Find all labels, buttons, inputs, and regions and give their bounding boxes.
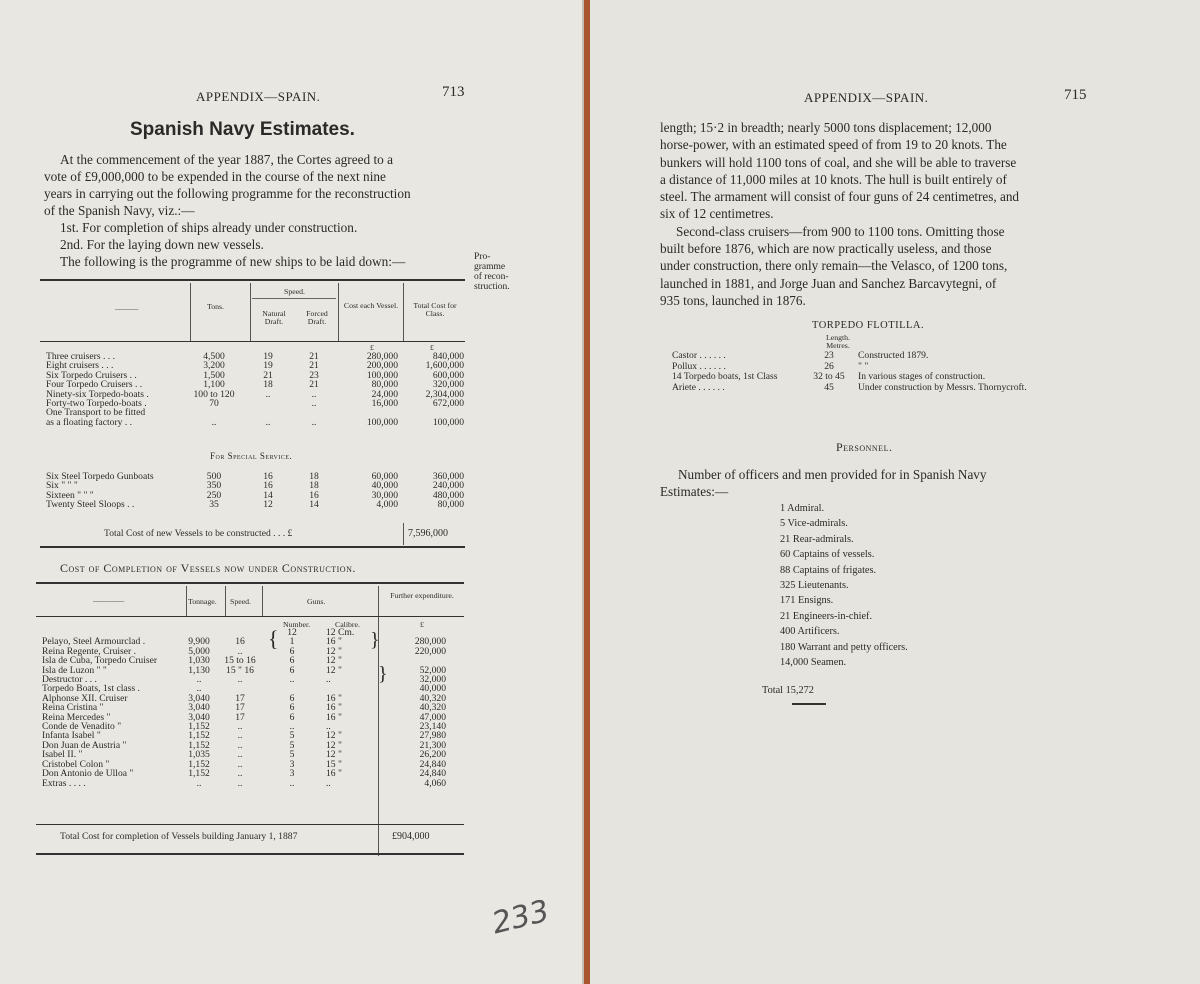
table-cell: 15 to 16 [224, 655, 256, 667]
table-cell: 80,000 [371, 379, 398, 391]
special-service-table [44, 472, 466, 510]
table-cell: 40,000 [371, 480, 398, 492]
personnel-list [780, 501, 1000, 670]
table-cell: 47,000 [419, 711, 446, 723]
table-cell: 6 [289, 711, 295, 723]
table-cell: 45 [824, 381, 834, 393]
table-cell: .. [265, 388, 271, 400]
special-service-heading: For Special Service. [210, 451, 293, 461]
new-ships-table [44, 352, 466, 427]
running-header: APPENDIX—SPAIN. [196, 89, 321, 104]
table-cell: 6 [289, 655, 295, 667]
table-cell: 60,000 [371, 471, 398, 482]
intro-paragraph [44, 151, 484, 270]
brace-right: } [378, 663, 388, 685]
margin-note-line: gramme [474, 262, 506, 272]
table-cell: 70 [209, 398, 219, 410]
table-cell: 26 [824, 360, 834, 372]
table-cell: 21 [309, 360, 319, 372]
number-header: Number. [283, 620, 311, 629]
table-cell: 600,000 [432, 369, 464, 381]
table-cell: Under construction by Messrs. Thornycroft. [858, 381, 1027, 393]
running-header: APPENDIX—SPAIN. [804, 90, 929, 105]
table-cell: 6 [289, 702, 295, 714]
table-cell: 3 [289, 768, 295, 780]
forced-draft-header: Forced Draft. [306, 309, 328, 326]
intro-line: At the commencement of the year 1887, the Cortes agreed to a [60, 152, 394, 167]
point-1: 1st. For completion of ships already under construction. [60, 220, 358, 235]
text-line: Second-class cruisers—from 900 to 1100 tons. Omitting those [676, 223, 1005, 239]
text-line: length; 15·2 in breadth; nearly 5000 tons displacement; 12,000 [660, 120, 992, 135]
table-cell: 5 [289, 739, 295, 751]
table-cell: 23 [824, 350, 834, 361]
total-value: 7,596,000 [408, 528, 448, 539]
table-cell: 1,100 [203, 379, 225, 391]
table-cell: Alphonse XII. Cruiser [42, 692, 128, 704]
table-cell: 500 [206, 471, 222, 482]
column-divider [262, 586, 263, 616]
table-cell: 840,000 [432, 351, 464, 362]
table-cell: 1,152 [188, 721, 210, 733]
table-cell: .. [196, 777, 202, 789]
table-cell: 1,500 [203, 369, 225, 381]
table-cell: 3,040 [188, 702, 210, 714]
table-row [40, 769, 448, 778]
table-cell: 1,130 [188, 664, 210, 676]
text-line: 935 tons, launched in 1876. [660, 292, 806, 308]
table-cell: 1,152 [188, 739, 210, 751]
table-cell: Isla de Luzon " " [42, 664, 107, 676]
table-cell: 52,000 [419, 664, 446, 676]
text-line: Number of officers and men provided for in Spanish Navy [678, 467, 987, 482]
table-cell: .. [311, 416, 317, 428]
table-cell: 16 " [326, 768, 342, 780]
column-divider [403, 523, 404, 545]
text-line: six of 12 centimetres. [660, 206, 774, 222]
table-cell: .. [289, 777, 295, 789]
personnel-item: 14,000 Seamen. [780, 657, 847, 669]
table-cell: 18 [309, 471, 319, 482]
table-cell: .. [237, 758, 243, 770]
table-cell: 5 [289, 730, 295, 742]
table-cell: .. [237, 730, 243, 742]
table-cell: 9,900 [188, 636, 210, 648]
table-cell: 27,980 [419, 730, 446, 742]
table-cell: 480,000 [432, 489, 464, 501]
right-page [590, 0, 1200, 984]
flotilla-row [670, 351, 1080, 362]
personnel-item: 171 Ensigns. [780, 595, 834, 607]
margin-note-line: of recon- [474, 272, 509, 282]
table-cell: 1 [289, 636, 295, 648]
table-cell: .. [289, 721, 295, 733]
table-cell: 12 " [326, 739, 342, 751]
table-cell: 32 to 45 [813, 371, 845, 382]
page-number: 715 [1064, 87, 1087, 103]
column-divider [403, 283, 404, 341]
margin-note-line: Pro- [474, 252, 491, 262]
flotilla-row [670, 383, 1080, 394]
speed-header: Speed. [284, 287, 306, 296]
table-cell: Six Steel Torpedo Gunboats [46, 471, 154, 482]
table-cell: Infanta Isabel " [42, 730, 101, 742]
personnel-item: 88 Captains of frigates. [780, 564, 877, 576]
table-cell: Destructor . . . [42, 674, 97, 686]
table-cell: Pelayo, Steel Armourclad . [42, 636, 146, 648]
table-cell: Reina Mercedes " [42, 711, 111, 723]
table-cell: 5 [289, 749, 295, 761]
table-cell: 4,500 [203, 351, 225, 362]
table-row [40, 779, 448, 788]
table-cell: 1,152 [188, 730, 210, 742]
table-cell: 5,000 [188, 645, 210, 657]
table-cell: .. [237, 645, 243, 657]
table-cell: 40,000 [419, 683, 446, 695]
table-cell: 360,000 [432, 471, 464, 482]
table-row [40, 722, 448, 731]
table-cell: 100,000 [366, 369, 398, 381]
left-page [0, 0, 584, 984]
table-cell: Pollux . . . . . . [672, 360, 726, 372]
table-cell: 16 " [326, 711, 342, 723]
table-cell: .. [311, 388, 317, 400]
table-cell: In various stages of construction. [858, 371, 986, 382]
table-cell: 12 " [326, 730, 342, 742]
brace-right: } [370, 629, 380, 651]
guns-header: Guns. [307, 597, 326, 606]
table-cell: 12 [263, 499, 273, 511]
table-cell: Ariete . . . . . . [672, 381, 725, 393]
table-cell: 21 [263, 369, 273, 381]
flotilla-table [670, 351, 1080, 393]
table-rule [36, 616, 464, 617]
table-cell: Six " " " [46, 480, 78, 492]
table-cell: 1,600,000 [425, 360, 464, 372]
table-cell: .. [237, 768, 243, 780]
table-cell: Conde de Venadito " [42, 721, 122, 733]
table-cell: 21 [309, 351, 319, 362]
table-cell: Extras . . . . [42, 777, 86, 789]
personnel-item: 21 Rear-admirals. [780, 533, 854, 545]
table-cell: 30,000 [371, 489, 398, 501]
personnel-heading: Personnel. [836, 440, 893, 454]
flotilla-row [670, 372, 1080, 383]
table-cell: .. [211, 416, 217, 428]
table-cell: 12 " [326, 645, 342, 657]
table-rule [40, 546, 465, 548]
table-cell: 6 [289, 664, 295, 676]
table-cell: 3,040 [188, 692, 210, 704]
table-cell: 3,040 [188, 711, 210, 723]
table-cell: 3,200 [203, 360, 225, 372]
total-label: Total Cost for completion of Vessels building January 1, 1887 [60, 831, 298, 842]
table-cell: 1,035 [188, 749, 210, 761]
handwritten-number: 233 [488, 893, 553, 942]
table-cell: 100,000 [432, 416, 464, 428]
table-cell: Torpedo Boats, 1st class . [42, 683, 140, 695]
table-cell: .. [196, 683, 202, 695]
table-cell: Cristobel Colon " [42, 758, 110, 770]
page-title: Spanish Navy Estimates. [130, 119, 355, 140]
table-cell: 16 " [326, 702, 342, 714]
table-cell: 12 " [326, 664, 342, 676]
brace-left: { [268, 626, 279, 651]
table-cell: 19 [263, 360, 273, 372]
personnel-item: 1 Admiral. [780, 503, 825, 514]
table-cell [246, 399, 290, 408]
table-cell: .. [237, 749, 243, 761]
table-cell: 6 [289, 692, 295, 704]
text-line: built before 1876, which are now practically useless, and those [660, 241, 992, 257]
intro-line: of the Spanish Navy, viz.:— [44, 203, 195, 218]
table-cell: 1,152 [188, 768, 210, 780]
personnel-total: Total 15,272 [762, 685, 814, 696]
table-cell: 40,320 [419, 692, 446, 704]
flotilla-heading: TORPEDO FLOTILLA. [812, 320, 925, 331]
table-cell: Reina Regente, Cruiser . [42, 645, 137, 657]
table-cell: 19 [263, 351, 273, 362]
personnel-item: 180 Warrant and petty officers. [780, 641, 908, 653]
table-row [44, 472, 466, 481]
total-value: £904,000 [392, 831, 430, 842]
table-cell: .. [326, 777, 331, 789]
table-cell: 240,000 [432, 480, 464, 492]
table-cell: 26,200 [419, 749, 446, 761]
table-rule [40, 341, 465, 342]
table-cell: Sixteen " " " [46, 489, 94, 501]
table-cell: 250 [206, 489, 222, 501]
table-cell: 18 [263, 379, 273, 391]
table-cell: Forty-two Torpedo-boats . [46, 398, 147, 410]
table-cell: 15 " 16 [226, 664, 254, 676]
table-cell: 24,840 [419, 758, 446, 770]
table-cell: 12 " [326, 655, 342, 667]
column-divider [250, 283, 251, 341]
table-cell: 14 Torpedo boats, 1st Class [672, 371, 778, 382]
table-cell: 12 " [326, 749, 342, 761]
table-cell: 16 " [326, 636, 342, 648]
margin-note [474, 252, 510, 292]
table-cell: 12 [287, 627, 297, 638]
table-cell: Don Juan de Austria " [42, 739, 127, 751]
table-cell: " " [858, 360, 869, 372]
table-cell: Isabel II. " [42, 749, 83, 761]
programme-line: The following is the programme of new ships to be laid down:— [60, 254, 406, 269]
table-cell: 17 [235, 692, 245, 704]
table-cell: .. [196, 674, 202, 686]
column-divider [225, 586, 226, 616]
table-cell: 16 [263, 471, 273, 482]
personnel-item: 325 Lieutenants. [780, 580, 849, 592]
table-cell: .. [237, 739, 243, 751]
column-divider [190, 283, 191, 341]
table-rule [40, 279, 465, 281]
tons-header: Tons. [207, 302, 224, 311]
table-cell: 12 Cm. [326, 627, 355, 638]
table-cell: 21 [309, 379, 319, 391]
currency-symbol: £ [370, 343, 374, 352]
text-line: horse-power, with an estimated speed of from 19 to 20 knots. The [660, 137, 1007, 153]
table-cell: 280,000 [366, 351, 398, 362]
table-cell: 6 [289, 645, 295, 657]
table-cell: 1,152 [188, 758, 210, 770]
table-cell: .. [326, 721, 331, 733]
calibre-header: Calibre. [335, 620, 360, 629]
table-cell: One Transport to be fitted [46, 407, 146, 419]
table-cell: .. [237, 777, 243, 789]
table-cell: .. [265, 416, 271, 428]
table-cell: 16 " [326, 692, 342, 704]
intro-line: years in carrying out the following programme for the reconstruction [44, 186, 411, 201]
table-cell: Eight cruisers . . . [46, 360, 114, 372]
table-cell: 280,000 [414, 636, 446, 648]
table-cell: .. [311, 398, 317, 410]
table-cell: 80,000 [437, 499, 464, 511]
text-line: Estimates:— [660, 484, 729, 500]
table-row [44, 481, 466, 490]
table-cell: .. [237, 721, 243, 733]
table-row [44, 418, 466, 427]
table-cell: Constructed 1879. [858, 350, 929, 361]
column-divider [186, 586, 187, 616]
text-line: launched in 1881, and Jorge Juan and Sanchez Barcavytegni, of [660, 275, 997, 291]
table-cell: 14 [309, 499, 319, 511]
personnel-item: 60 Captains of vessels. [780, 549, 875, 561]
table-cell: Twenty Steel Sloops . . [46, 499, 135, 511]
table-rule [252, 298, 336, 299]
completion-table [40, 628, 448, 788]
text-line: bunkers will hold 1100 tons of coal, and she will be able to traverse [660, 154, 1017, 170]
personnel-item: 21 Engineers-in-chief. [780, 610, 873, 622]
table-cell: 23,140 [419, 721, 446, 733]
table-cell: 15 " [326, 758, 342, 770]
table-cell: 35 [209, 499, 219, 511]
cost-each-header: Cost each Vessel. [343, 301, 399, 310]
table-cell: 2,304,000 [425, 388, 464, 400]
table-cell: 100 to 120 [193, 388, 235, 400]
personnel-intro [660, 466, 1100, 501]
table-cell: 32,000 [419, 674, 446, 686]
table-cell: Castor . . . . . . [672, 350, 726, 361]
point-2: 2nd. For the laying down new vessels. [60, 237, 264, 252]
table-row [40, 741, 448, 750]
table-cell: 17 [235, 711, 245, 723]
intro-line: vote of £9,000,000 to be expended in the course of the next nine [44, 169, 386, 184]
tonnage-header: Tonnage. [188, 597, 217, 606]
table-cell: 320,000 [432, 379, 464, 391]
table-cell: 40,320 [419, 702, 446, 714]
table-cell: Four Torpedo Cruisers . . [46, 379, 143, 391]
table-rule [36, 582, 464, 584]
table-rule [36, 853, 464, 855]
further-expenditure-header: Further expenditure. [390, 591, 454, 600]
table-cell: 4,000 [376, 499, 398, 511]
personnel-item: 400 Artificers. [780, 626, 840, 638]
table-cell: Six Torpedo Cruisers . . [46, 369, 137, 381]
speed-header: Speed. [230, 597, 252, 606]
table-cell: 21,300 [419, 739, 446, 751]
table-cell: 4,060 [424, 777, 446, 789]
table-cell: Reina Cristina " [42, 702, 104, 714]
table-cell: .. [326, 674, 331, 686]
table-cell: 14 [263, 489, 273, 501]
table-cell: .. [237, 674, 243, 686]
table-cell: Three cruisers . . . [46, 351, 115, 362]
natural-draft-header: Natural Draft. [262, 309, 286, 326]
length-header: Length. Metres. [825, 333, 851, 350]
table-cell: 16 [235, 636, 245, 648]
table-cell: 17 [235, 702, 245, 714]
table-cell: 16,000 [371, 398, 398, 410]
table-rule [36, 824, 464, 825]
table-cell: 3 [289, 758, 295, 770]
table-cell: 200,000 [366, 360, 398, 372]
table-cell: 23 [309, 369, 319, 381]
ship-description [660, 119, 1100, 309]
table-cell: Don Antonio de Ulloa " [42, 768, 134, 780]
table-cell: 16 [263, 480, 273, 492]
total-rule [792, 703, 826, 705]
total-cost-header: Total Cost for Class. [413, 301, 457, 318]
table-cell: 18 [309, 480, 319, 492]
table-cell: 220,000 [414, 645, 446, 657]
margin-note-line: struction. [474, 282, 510, 292]
table-cell: as a floating factory . . [46, 416, 133, 428]
dash-header: ——— [115, 304, 139, 313]
table-cell: 1,030 [188, 655, 210, 667]
text-line: a distance of 11,000 miles at 10 knots. The hull is built entirely of [660, 171, 1007, 187]
table-cell: Ninety-six Torpedo-boats . [46, 388, 149, 400]
table-row [44, 500, 466, 509]
table-cell: 672,000 [432, 398, 464, 410]
currency-symbol: £ [430, 343, 434, 352]
page-number: 713 [442, 84, 465, 100]
dash-header: ———— [93, 596, 125, 605]
text-line: under construction, there only remain—the Velasco, of 1200 tons, [660, 258, 1008, 274]
table-cell: .. [289, 674, 295, 686]
table-cell: 24,000 [371, 388, 398, 400]
personnel-item: 5 Vice-admirals. [780, 518, 848, 530]
table-cell: 350 [206, 480, 222, 492]
column-divider [338, 283, 339, 341]
table-cell: 24,840 [419, 768, 446, 780]
table-cell: Isla de Cuba, Torpedo Cruiser [42, 655, 158, 667]
table-cell: 16 [309, 489, 319, 501]
table-cell: 100,000 [366, 416, 398, 428]
currency-symbol: £ [420, 620, 424, 629]
text-line: steel. The armament will consist of four guns of 24 centimetres, and [660, 189, 1020, 205]
completion-heading: Cost of Completion of Vessels now under Construction. [60, 561, 356, 575]
total-label: Total Cost of new Vessels to be constructed . . . £ [104, 528, 293, 539]
